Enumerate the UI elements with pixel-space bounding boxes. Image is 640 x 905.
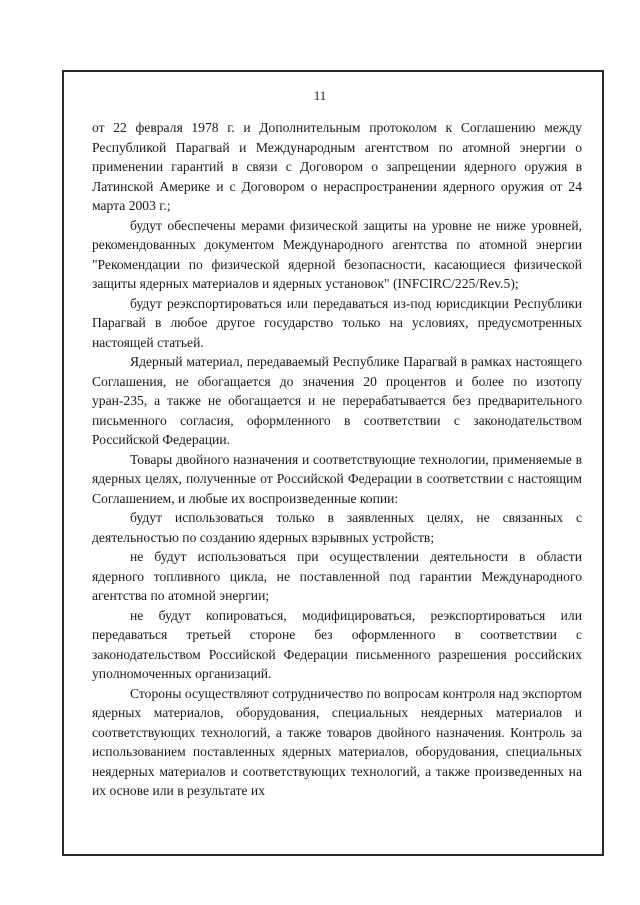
paragraph-physical-protection: будут обеспечены мерами физической защиты на уровне не ниже уровней, рекомендованных документом Международного агентства по атомной энергии "Рекомендации по физической ядерной безопасности, касающиеся физической защиты ядерных материалов и ядерных установок" (INFCIRC/225/Rev.5); — [92, 217, 582, 291]
document-body — [92, 118, 582, 801]
paragraph-export-control: Стороны осуществляют сотрудничество по вопросам контроля над экспортом ядерных материалов, оборудования, специальных неядерных материалов и соответствующих технологий, а также товаров двойного назначения. Контроль за использованием поставленных ядерных материалов, оборудования, специальных неядерных материалов и соответствующих технологий, а также произведенных на их основе или в результате их — [92, 685, 582, 798]
paragraph-reexport: будут реэкспортироваться или передаваться из-под юрисдикции Республики Парагвай в любое другое государство только на условиях, предусмотренных настоящей статьей. — [92, 295, 582, 350]
paragraph-fuel-cycle: не будут использоваться при осуществлении деятельности в области ядерного топливного цикла, не поставленной под гарантии Международного агентства по атомной энергии; — [92, 549, 582, 603]
paragraph-copying: не будут копироваться, модифицироваться, реэкспортироваться или передаваться третьей стороне без оформленного в соответствии с законодательством Российской Федерации письменного разрешения российских уполномоченных организаций. — [92, 607, 582, 681]
paragraph-continuation: от 22 февраля 1978 г. и Дополнительным протоколом к Соглашению между Республикой Парагвай и Международным агентством по атомной энергии о применении гарантий в связи с Договором о запрещении ядерного оружия в Латинской Америке и с Договором о нераспространении ядерного оружия от 24 марта 2003 г.; — [92, 120, 582, 213]
paragraph-declared-purposes: будут использоваться только в заявленных целях, не связанных с деятельностью по созданию ядерных взрывных устройств; — [92, 510, 582, 545]
paragraph-enrichment: Ядерный материал, передаваемый Республике Парагвай в рамках настоящего Соглашения, не обогащается до значения 20 процентов и более по изотопу уран-235, а также не обогащается и не перерабатывается без предварительного письменного согласия, оформленного в соответствии с законодательством Российской Федерации. — [92, 354, 582, 447]
paragraph-dual-use-goods: Товары двойного назначения и соответствующие технологии, применяемые в ядерных целях, полученные от Российской Федерации в соответствии с настоящим Соглашением, и любые их воспроизведенные копии: — [92, 451, 582, 506]
page-number: 11 — [313, 88, 327, 103]
